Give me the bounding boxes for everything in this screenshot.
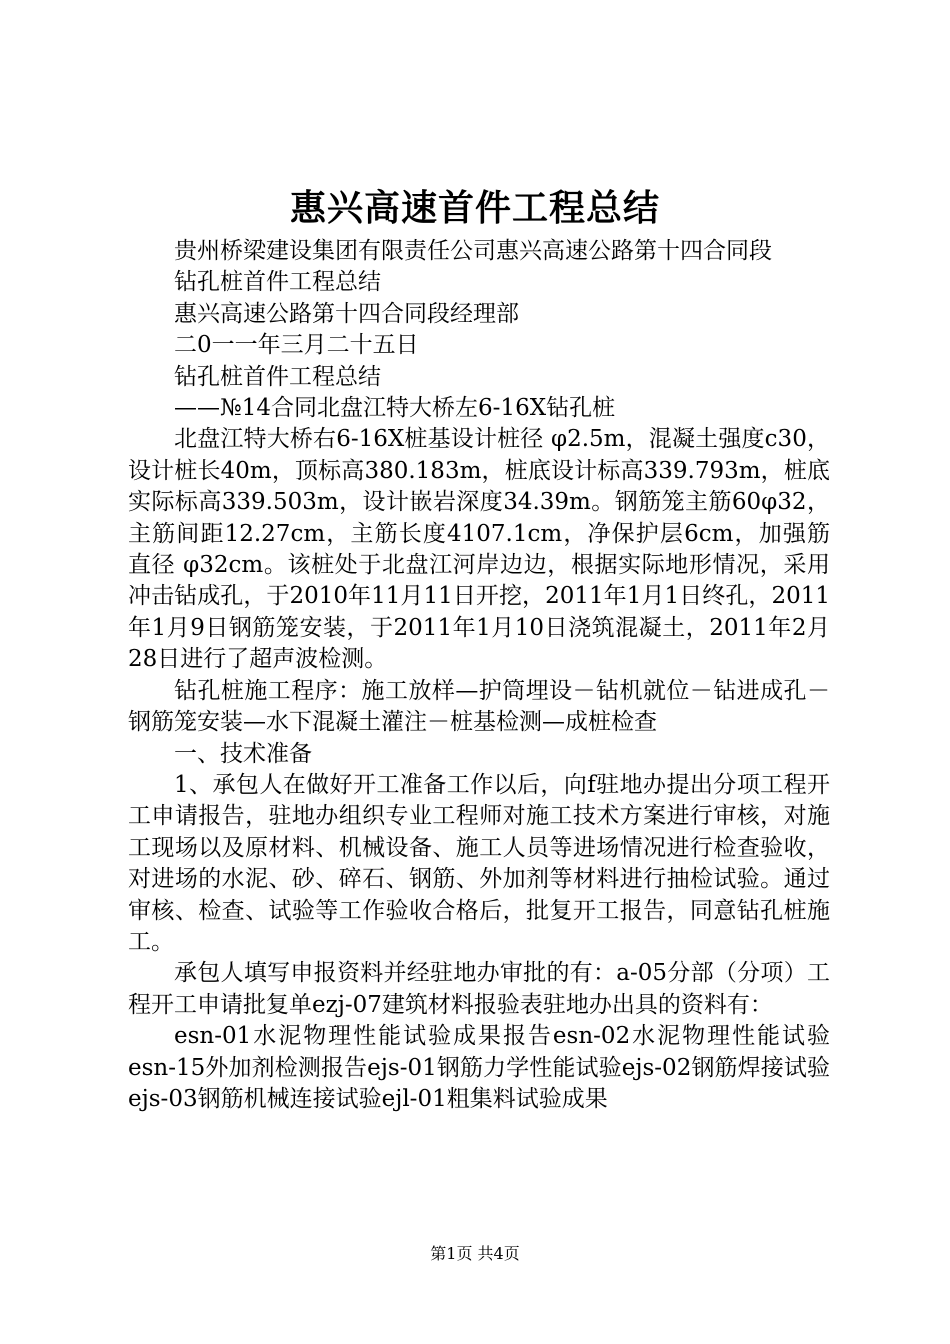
page-footer: 第1页 共4页 [430,1244,520,1263]
document-title: 惠兴高速首件工程总结 [289,187,660,229]
paragraph-subtitle: 钻孔桩首件工程总结 [174,269,381,296]
paragraph-pile-id: ——№14合同北盘江特大桥左6-16X钻孔桩 [174,395,616,422]
section-heading-technical-preparation: 一、技术准备 [174,740,312,767]
document-body [128,236,830,1115]
paragraph-test-reports: esn-01水泥物理性能试验成果报告esn-02水泥物理性能试验esn-15外加剂检测报告ejs-01钢筋力学性能试验ejs-02钢筋焊接试验ejs-03钢筋机械连接试验ejl-01粗集料试验成果 [128,1023,830,1112]
paragraph-procedure: 钻孔桩施工程序：施工放样—护筒埋设－钻机就位－钻进成孔－钢筋笼安装—水下混凝土灌注－桩基检测—成桩检查 [128,677,830,736]
paragraph-date: 二0一一年三月二十五日 [174,332,419,359]
paragraph-submission: 承包人填写申报资料并经驻地办审批的有：a-05分部（分项）工程开工申请批复单ezj-07建筑材料报验表驻地办出具的资料有： [128,960,830,1018]
paragraph-preparation-1: 1、承包人在做好开工准备工作以后，向f驻地办提出分项工程开工申请报告，驻地办组织专业工程师对施工技术方案进行审核，对施工现场以及原材料、机械设备、施工人员等进场情况进行检查验收，对进场的水泥、砂、碎石、钢筋、外加剂等材料进行抽检试验。通过审核、检查、试验等工作验收合格后，批复开工报告，同意钻孔桩施工。 [128,771,830,955]
paragraph-heading: 钻孔桩首件工程总结 [174,363,381,390]
paragraph-pile-description: 北盘江特大桥右6-16X桩基设计桩径 φ2.5m，混凝土强度c30，设计桩长40m，顶标高380.183m，桩底设计标高339.793m，桩底实际标高339.503m，设计嵌岩深度34.39m。钢筋笼主筋60φ32，主筋间距12.27cm，主筋长度4107.1cm，净保护层6cm，加强筋直径 φ32cm。该桩处于北盘江河岸边边，根据实际地形情况，采用冲击钻成孔，于2010年11月11日开挖，2011年1月1日终孔，2011年1月9日钢筋笼安装，于2011年1月10日浇筑混凝土，2011年2月28日进行了超声波检测。 [128,426,830,673]
paragraph-department: 惠兴高速公路第十四合同段经理部 [174,300,519,327]
paragraph-company: 贵州桥梁建设集团有限责任公司惠兴高速公路第十四合同段 [174,238,772,264]
